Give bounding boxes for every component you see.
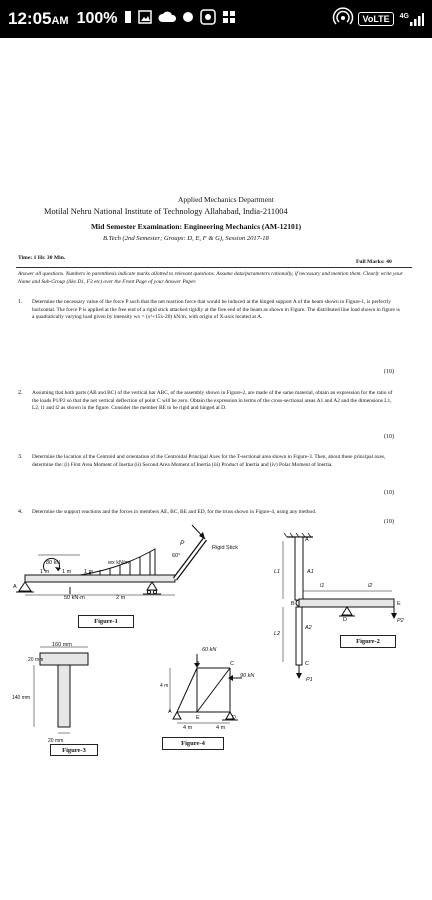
fig4-node-b: B — [196, 661, 200, 667]
fig2-a2: A2 — [305, 625, 312, 631]
full-marks: Full Marks: 40 — [356, 259, 392, 265]
fig1-moment: 80 kN — [46, 560, 61, 566]
fig3-web-height: 140 mm — [12, 695, 31, 701]
volte-badge: VoLTE — [358, 12, 393, 26]
fig2-l2: L2 — [274, 631, 281, 637]
q3-marks: (10) — [384, 490, 394, 496]
fig4-base-1: 4 m — [183, 725, 193, 731]
fig4-base-2: 4 m — [216, 725, 226, 731]
fig4-node-a: A — [168, 709, 172, 715]
fig1-span-2: 1 m — [62, 569, 72, 575]
figure-3-caption: Figure-3 — [50, 744, 98, 756]
fig2-arm-2: l2 — [368, 583, 373, 589]
fig2-a1: A1 — [307, 569, 314, 575]
fig2-node-b: B — [291, 601, 295, 607]
fig4-load-top: 60 kN — [202, 647, 217, 653]
grid-icon — [222, 10, 236, 29]
fig1-span-3: 1 m — [84, 569, 94, 575]
status-bar — [0, 0, 432, 38]
fig1-span-4: 2 m — [116, 595, 126, 601]
screen-record-icon — [200, 9, 216, 30]
q1-marks: (10) — [384, 369, 394, 375]
exam-title: Mid Semester Examination: Engineering Mechanics (AM-12101) — [91, 222, 302, 231]
fig1-point-load: 50 kN-m — [64, 595, 85, 601]
fig3-flange-width: 160 mm — [52, 642, 72, 648]
fig1-udl: wx kN/m — [108, 560, 130, 566]
signal-icon: 4G — [400, 13, 424, 26]
fig2-node-d: D — [343, 617, 347, 623]
q3-number: 3. — [18, 454, 23, 460]
dot-icon — [182, 10, 194, 28]
department: Applied Mechanics Department — [178, 195, 274, 204]
clock: 12:05AM — [8, 9, 69, 28]
fig2-node-e: E — [397, 601, 401, 607]
time-allowed: Time: 1 Hr. 30 Min. — [18, 255, 66, 261]
q2-marks: (10) — [384, 434, 394, 440]
fig1-force: P — [180, 540, 185, 547]
fig4-node-c: C — [230, 661, 234, 667]
q1-text: Determine the necessary value of the force P such that the net reaction force that would be induced at the hinged support A of the beam shown in Figure-1, is perfectly horizontal. The force P is applied at the free end of a rigid stick attached rigidly at the free end of the beam as shown in Figure. The distributed line load shown in figure is a quadratically varying load given by intensity wx = (x²+15x-20) kN/m, with origin of X-axis located at A. — [32, 299, 400, 321]
fig4-node-e: E — [196, 715, 200, 721]
fig1-angle: 60° — [172, 553, 181, 559]
q1-number: 1. — [18, 299, 23, 305]
q4-number: 4. — [18, 509, 23, 515]
fig2-l1: L1 — [274, 569, 281, 575]
program: B.Tech (2nd Semester; Groups: D, E, F & G), Session 2017-18 — [103, 235, 269, 242]
figure-2-caption: Figure-2 — [340, 635, 396, 648]
hotspot-icon — [334, 9, 352, 30]
fig4-node-d: D — [232, 715, 236, 721]
q3-text: Determine the location of the Centroid and orientation of the Centroidal Principal Axes for the T-sectional area shown in Figure-3. Then, about these principal axes, determine the: (i) First Area Moment of Inertia (ii) Second Area Moment of Inertia (iii) Product of Inertia and (iv) Polar Moment of Inertia. — [32, 454, 386, 468]
fig2-node-c: C — [305, 661, 309, 667]
q2-text: Assuming that both parts (AB and BC) of the vertical bar ABC, of the assembly shown in Figure-2, are made of the same material, obtain an expression for the ratio of the loads P1/P2 so that the net vertical deflection of point C will be zero. Obtain the expression in terms of the cross-sectional areas A1 and A2 and the dimensions L1, L2, l1 and l2 as shown in the figure. Consider the member BE to be rigid and hinged at D. — [32, 390, 393, 412]
fig2-node-a: A — [305, 537, 309, 543]
image-icon — [138, 10, 152, 29]
figure-2-diagram — [265, 537, 405, 677]
figure-1-caption: Figure-1 — [78, 615, 134, 628]
fig4-load-side: 90 kN — [240, 673, 255, 679]
institute: Motilal Nehru National Institute of Technology Allahabad, India-211004 — [44, 207, 288, 216]
fig1-support-a: A — [13, 584, 17, 590]
fig2-arm-1: l1 — [320, 583, 325, 589]
figure-4-caption: Figure-4 — [162, 737, 224, 750]
header-rule — [16, 267, 412, 268]
battery-percent: 100% — [76, 10, 118, 27]
fig3-web-thk: 20 mm — [48, 738, 64, 744]
q4-marks: (10) — [384, 519, 394, 525]
fig2-p2: P2 — [397, 618, 404, 624]
battery-icon — [124, 10, 132, 29]
cloud-icon — [158, 10, 176, 28]
instructions: Answer all questions. Numbers in parenthesis indicate marks allotted to relevant questions. Assume data/parameters rationally, if necessary and mention them. Clearly write your Name and Sub-Group (like D1, F3 etc) over the Front Page of your Answer Paper. — [18, 271, 403, 285]
q2-number: 2. — [18, 390, 23, 396]
fig2-p1: P1 — [306, 677, 313, 683]
exam-paper — [0, 175, 432, 775]
q4-text: Determine the support reactions and the forces in members AE, BC, BE and ED, for the truss shown in Figure-4, using any method. — [32, 509, 317, 515]
fig4-height: 4 m — [160, 683, 169, 689]
fig3-flange-thk: 20 mm — [28, 657, 44, 663]
fig1-stick-label: Rigid Stick — [212, 545, 238, 551]
fig1-span-1: 1 m — [40, 569, 50, 575]
